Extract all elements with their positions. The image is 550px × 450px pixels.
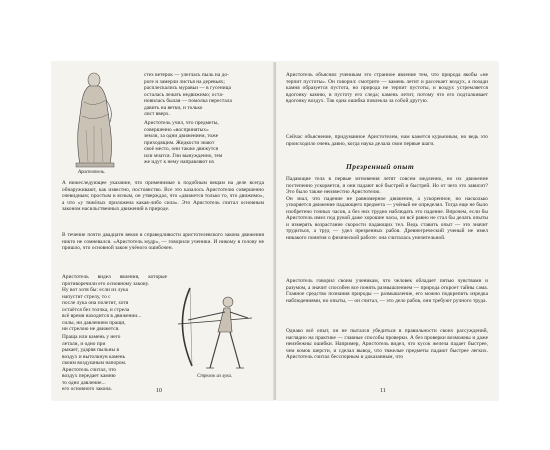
right-text-main: Падающие тела в первые мгновения летят совсем медленно, но их движение постепенно ускоряется, и они падают всё быстрей и быстрей. Но от чего это зависит? Это было также неизвестно Аристотелю. Он знал, что падение не равномерное движение, а ускоренное, но насколько ускоряется движение падающего предмета — учёный не определял. Тогда еще не было изобретено точных часов, а без них трудно наблюдать это падение. Впрочем, если бы Аристотель имел под рукой даже хорошие часы, он всё равно не стал бы делать опыты и измерять возрастание скорости падающих тел. Ведь ставить опыт — это значит трудиться, а труд — удел презренных рабов. Древнегреческий ученый не имел никакого понятия о физической работе: она считалась унизительной. <box>286 176 488 241</box>
right-page <box>276 62 498 400</box>
right-page-number: 11 <box>380 388 386 394</box>
archer-caption: Стрелок из лука. <box>197 374 233 379</box>
section-heading: Презренный опыт <box>346 162 415 171</box>
left-text-mid2: А нижеследующее указание, что применимые к подобным вещам на деле всегда обнаруживают, как известно, постоянство. Все это казалось Аристотелю совершенно очевидным; простым и ясным, он утверждал, что «движется только то, что движимо», а что «у тяжёлых приложена какая-либо сила». Это Аристотель считал основным законом насильственных движений в природе. <box>62 180 264 213</box>
left-page <box>52 62 274 400</box>
archer-illustration <box>170 284 262 372</box>
left-text-top: стех ветерок — улеглась пыль на до- роге и замерли листья на деревьях; расплескались муравьи — в гусеница осталась лежать недвижимо; оста- новилась былая — помолка перестала давить на ветки, и только лист вверх. <box>144 72 232 118</box>
left-text-main: В течение почти двадцати веков в справедливости аристотелевского закона движения никто не сомневался. «Аристотель мудр», — говорили ученики. И никому в голову не пришло, что основной закон учёного ошибочен. <box>62 232 264 252</box>
right-text-top: Аристотель объяснял ученикам это странное явление тем, что природа якобы «не терпит пустоты». Он говорил: смотрите — камень летит и рассекает воздух, а позади камня образуется пустота, но природа не терпит пустоты, и воздух устремляется вдогонку камню, в пустоту его следа; камень летит, потому что его подталкивает вдогонку воздух. Так одна ошибка повлекла за собой другую. <box>286 72 488 105</box>
aristotle-statue-illustration <box>70 70 120 168</box>
right-text-second: Сейчас объяснение, придуманное Аристотелем, нам кажется курьезным, но ведь это происходило очень давно, когда наука делала свои первые шаги. <box>286 134 488 147</box>
left-page-number: 10 <box>156 388 162 394</box>
right-text-bottom: Однако всё опыт, он не пытался убедиться в правильности своих рассуждений, наглядно на практике — главные способы проверки. А без проверки возможны и даже неизбежны ошибки. Например, Аристотель видел, что кусок железа падает быстрее, чем комок шерсти, и сделал вывод, что тяжелые предметы падают быстрее легких. Аристотель считал бесспорным и доказанным, что <box>286 328 488 361</box>
left-text-mid1: Аристотель учил, что предметы, совершенно «воспринятых» земли, за одни движением, тоже приходящим. Жидкости знают своё место, они также движутся или мчатся. Гни вынужденно, тем же идут к нему направляют их <box>144 120 223 166</box>
right-text-lower: Аристотель говорил своим ученикам, что человек обладает пятью чувствами и разумом, а значит способен все понять размышлением — природа откроет тайны сама. Главное средство познания природы — размышление, его можно подкрепить изредка наблюдениями, но опыты, — он считал, — это дело рабов, они требуют ручного труда. <box>286 278 488 304</box>
left-text-low: Аристотель видел явления, которые противоречили его основному закону. Ну вот хотя бы: если из лука напустит стрелу, то с после лука она полетит, хотя остаётся без толчка, и стрела всё время находится в движении... силы, ни давлением пращи, ни стрелою не движется. <box>62 274 167 332</box>
left-text-bottom: Праща или камень у него летали, и одно при рыкает, ударяя пыльны в воздух и вытолкнув камень своим воздушным напором. Аристотель считал, что воздух передает камню то одно давление... его основного закона. <box>62 334 127 392</box>
statue-caption: Аристотель. <box>78 170 106 175</box>
